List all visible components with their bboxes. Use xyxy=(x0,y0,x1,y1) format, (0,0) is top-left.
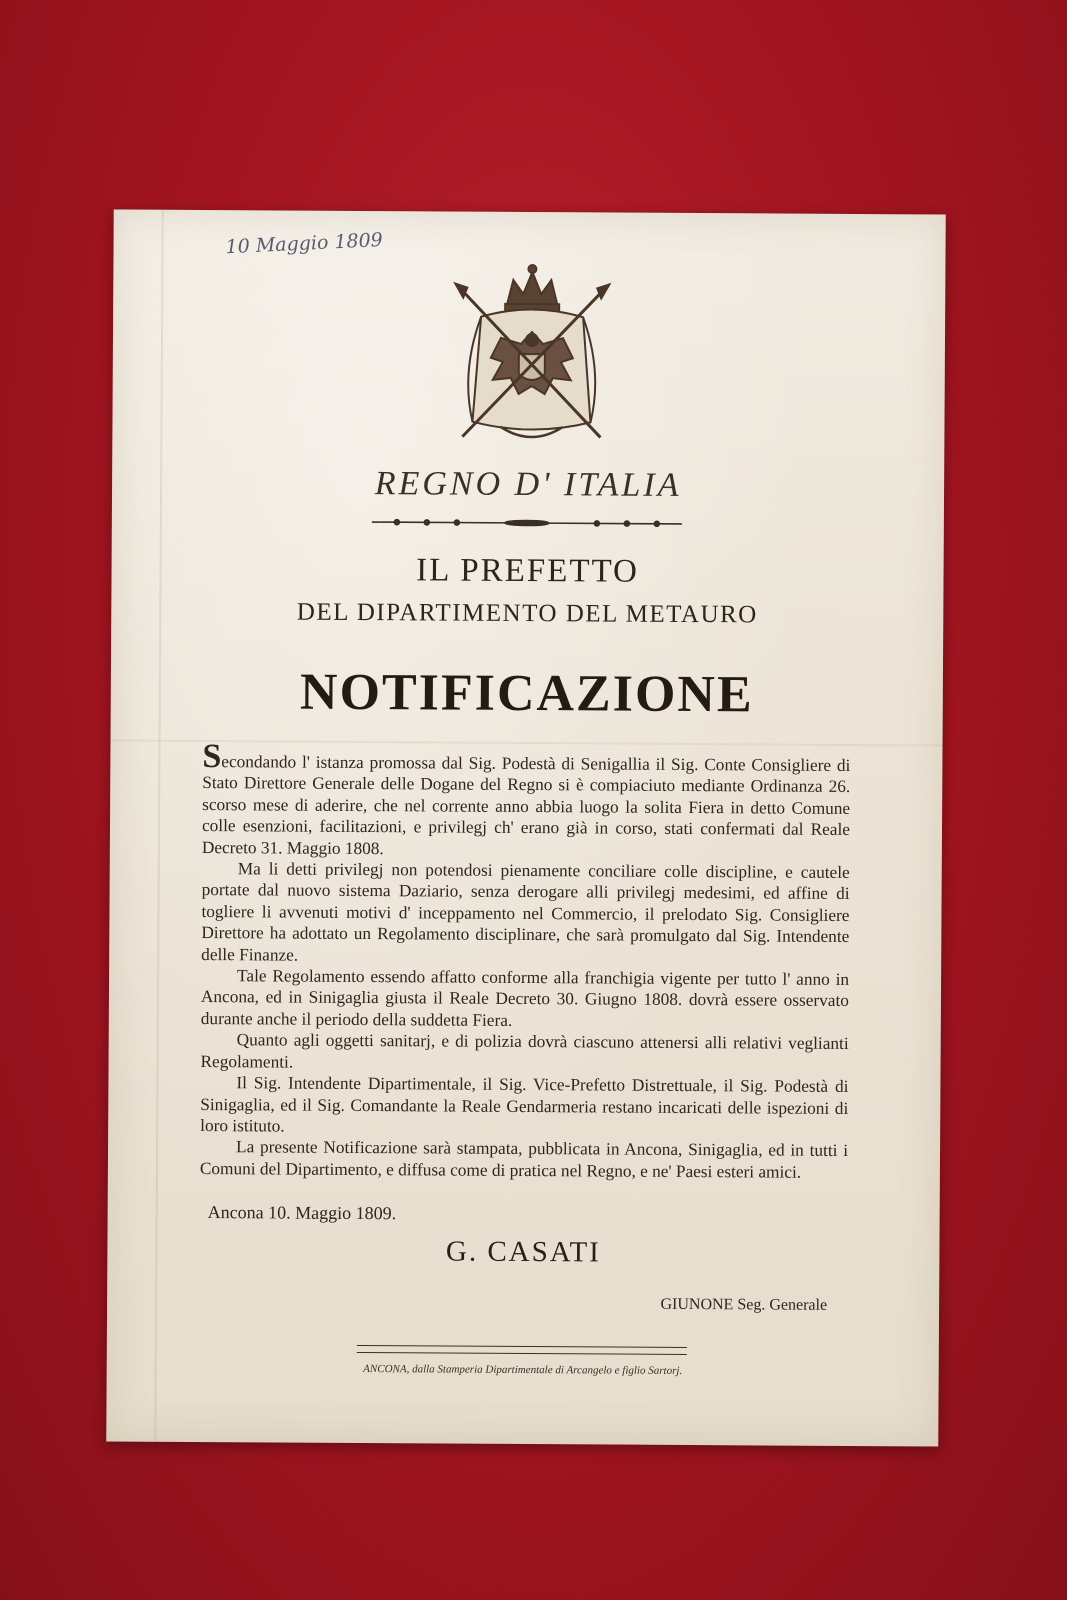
kingdom-heading: REGNO D' ITALIA xyxy=(374,465,682,504)
paragraph-1 xyxy=(201,738,851,862)
drop-cap: S xyxy=(202,738,222,776)
crowned-eagle-coat-of-arms-icon xyxy=(440,261,623,457)
document-type-title: NOTIFICAZIONE xyxy=(299,663,754,724)
notice-body xyxy=(199,738,851,1183)
double-rule-divider xyxy=(357,1345,687,1355)
department-title: DEL DIPARTIMENTO DEL METAURO xyxy=(296,598,758,629)
authority-title: IL PREFETTO xyxy=(416,552,640,590)
handwritten-date-note: 10 Maggio 1809 xyxy=(225,229,384,259)
prefect-signature: G. CASATI xyxy=(445,1235,601,1269)
paragraph-3: Tale Regolamento essendo affatto conforme alla franchigia vigente per tutto l' anno in Ancona, ed in Sinigaglia giusta il Reale Decreto 30. Giugno 1808. dovrà essere osservato durante anche il periodo della suddetta Fiera. xyxy=(200,966,850,1030)
paragraph-6: La presente Notificazione sarà stampata, pubblicata in Ancona, Sinigaglia, ed in tutti i Comuni del Dipartimento, e diffusa come di pratica nel Regno, e ne' Paesi esteri amici. xyxy=(199,1137,849,1182)
secretary-signature: GIUNONE Seg. Generale xyxy=(660,1295,828,1314)
paragraph-1-text: econdando l' istanza promossa dal Sig. Podestà di Senigallia il Sig. Conte Consigliere di Stato Direttore Generale delle Dogane del Regno si è compiaciuto mediante Ordinanza 26. scorso mese di aderire, che nel corrente anno abbia luogo la solita Fiera in detto Comune colle esenzioni, facilitazioni, e privilegj ch' erano già in corso, stati confermati dal Reale Decreto 31. Maggio 1808. xyxy=(201,752,851,858)
paragraph-4: Quanto agli oggetti sanitarj, e di polizia dovrà ciascuno attenersi alli relativi veglianti Regolamenti. xyxy=(200,1030,849,1072)
place-and-date: Ancona 10. Maggio 1809. xyxy=(207,1202,397,1224)
poster-sheet xyxy=(106,209,946,1446)
paragraph-5: Il Sig. Intendente Dipartimentale, il Sig. Vice-Prefetto Distrettuale, il Sig. Podestà di Sinigaglia, ed il Sig. Comandante la Reale Gendarmeria restano incaricati delle ispezioni di loro istituto. xyxy=(200,1073,849,1136)
paragraph-2: Ma li detti privilegj non potendosi pienamente conciliare colle discipline, e cautele portate dal nuovo sistema Daziario, senza derogare alli privilegj medesimi, ed affine di togliere li avvenuti motivi d' inceppamento nel Commercio, il prelodato Sig. Consigliere Direttore ha adottato un Regolamento disciplinare, che sarà promulgato dal Sig. Intendente delle Finanze. xyxy=(201,859,850,965)
fold-crease-horizontal xyxy=(111,739,943,746)
printer-imprint: ANCONA, dalla Stamperia Dipartimentale di Arcangelo e figlio Sartorj. xyxy=(363,1363,683,1377)
ornamental-divider-icon xyxy=(367,515,687,531)
